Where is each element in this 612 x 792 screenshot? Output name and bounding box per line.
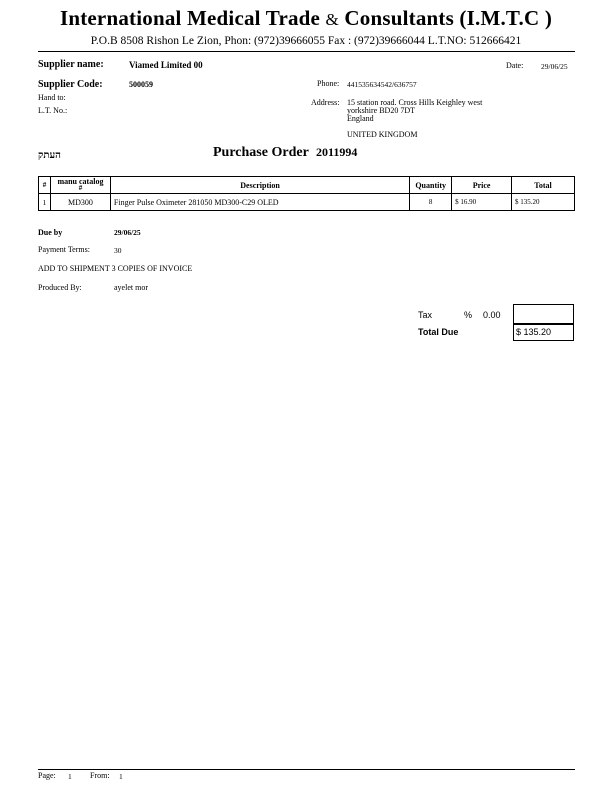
hand-to-label: Hand to: (38, 93, 66, 102)
items-table (38, 176, 575, 211)
purchase-order-number: 2011994 (316, 145, 358, 159)
address-line-3: England (347, 114, 374, 123)
company-contact-line: P.O.B 8508 Rishon Le Zion, Phon: (972)39666055 Fax : (972)39666044 L.T.NO: 512666421 (90, 35, 522, 47)
footer-divider (38, 769, 575, 770)
supplier-code-label: Supplier Code: (38, 79, 103, 90)
col-header-quantity: Quantity (410, 177, 452, 194)
produced-by-value: ayelet mor (114, 283, 148, 292)
header-divider (38, 51, 575, 52)
col-header-num: # (39, 177, 51, 194)
supplier-name-label: Supplier name: (38, 59, 104, 70)
from-value: 1 (119, 772, 123, 781)
col-header-price: Price (452, 177, 512, 194)
address-label: Address: (311, 98, 340, 107)
company-name-ampersand: & (325, 10, 339, 29)
col-header-catalog-line2: # (78, 184, 83, 192)
tax-percent: 0.00 (483, 310, 501, 320)
produced-by-label: Produced By: (38, 283, 82, 292)
due-by-label: Due by (38, 228, 63, 237)
address-line-2: yorkshire BD20 7DT (347, 106, 415, 115)
cell-description: Finger Pulse Oximeter 281050 MD300-C29 OLED (110, 194, 409, 211)
company-name (0, 6, 612, 31)
page-label: Page: (38, 771, 56, 780)
address-line-4: UNITED KINGDOM (347, 130, 418, 139)
company-name-part1: International Medical Trade (59, 6, 321, 30)
cell-num: 1 (39, 194, 51, 211)
col-header-catalog (50, 177, 110, 194)
total-due-label: Total Due (418, 327, 459, 337)
purchase-order-title-text: Purchase Order (213, 145, 309, 160)
cell-catalog: MD300 (50, 194, 110, 211)
payment-terms-label: Payment Terms: (38, 245, 90, 254)
col-header-catalog-line1: manu catalog (57, 177, 104, 186)
total-due-box (513, 324, 574, 341)
phone-label: Phone: (317, 79, 340, 88)
company-name-part2: Consultants (I.M.T.C ) (344, 6, 553, 30)
col-header-description: Description (110, 177, 409, 194)
tax-label: Tax (418, 310, 433, 320)
purchase-order-title (213, 145, 357, 161)
cell-quantity: 8 (410, 194, 452, 211)
from-label: From: (90, 771, 110, 780)
lt-no-label: L.T. No.: (38, 106, 68, 115)
date-value: 29/06/25 (541, 62, 568, 71)
shipment-note: ADD TO SHIPMENT 3 COPIES OF INVOICE (38, 264, 193, 273)
date-label: Date: (506, 61, 524, 70)
table-row (39, 194, 575, 211)
supplier-name-value: Viamed Limited 00 (129, 60, 203, 70)
address-line-1: 15 station road. Cross Hills Keighley west (347, 98, 483, 107)
cell-total: $ 135.20 (512, 194, 575, 211)
cell-price: $ 16.90 (452, 194, 512, 211)
table-header-row (39, 177, 575, 194)
tax-percent-sign: % (464, 310, 473, 320)
col-header-total: Total (512, 177, 575, 194)
due-by-value: 29/06/25 (114, 228, 141, 237)
phone-value: 441535634542/636757 (347, 80, 417, 89)
total-due-value: $ 135.20 (516, 327, 552, 337)
payment-terms-value: 30 (114, 246, 122, 255)
tax-value-box (513, 304, 574, 324)
supplier-code-value: 500059 (129, 80, 153, 89)
page-value: 1 (68, 772, 72, 781)
copy-label-hebrew: העתק (38, 150, 61, 161)
